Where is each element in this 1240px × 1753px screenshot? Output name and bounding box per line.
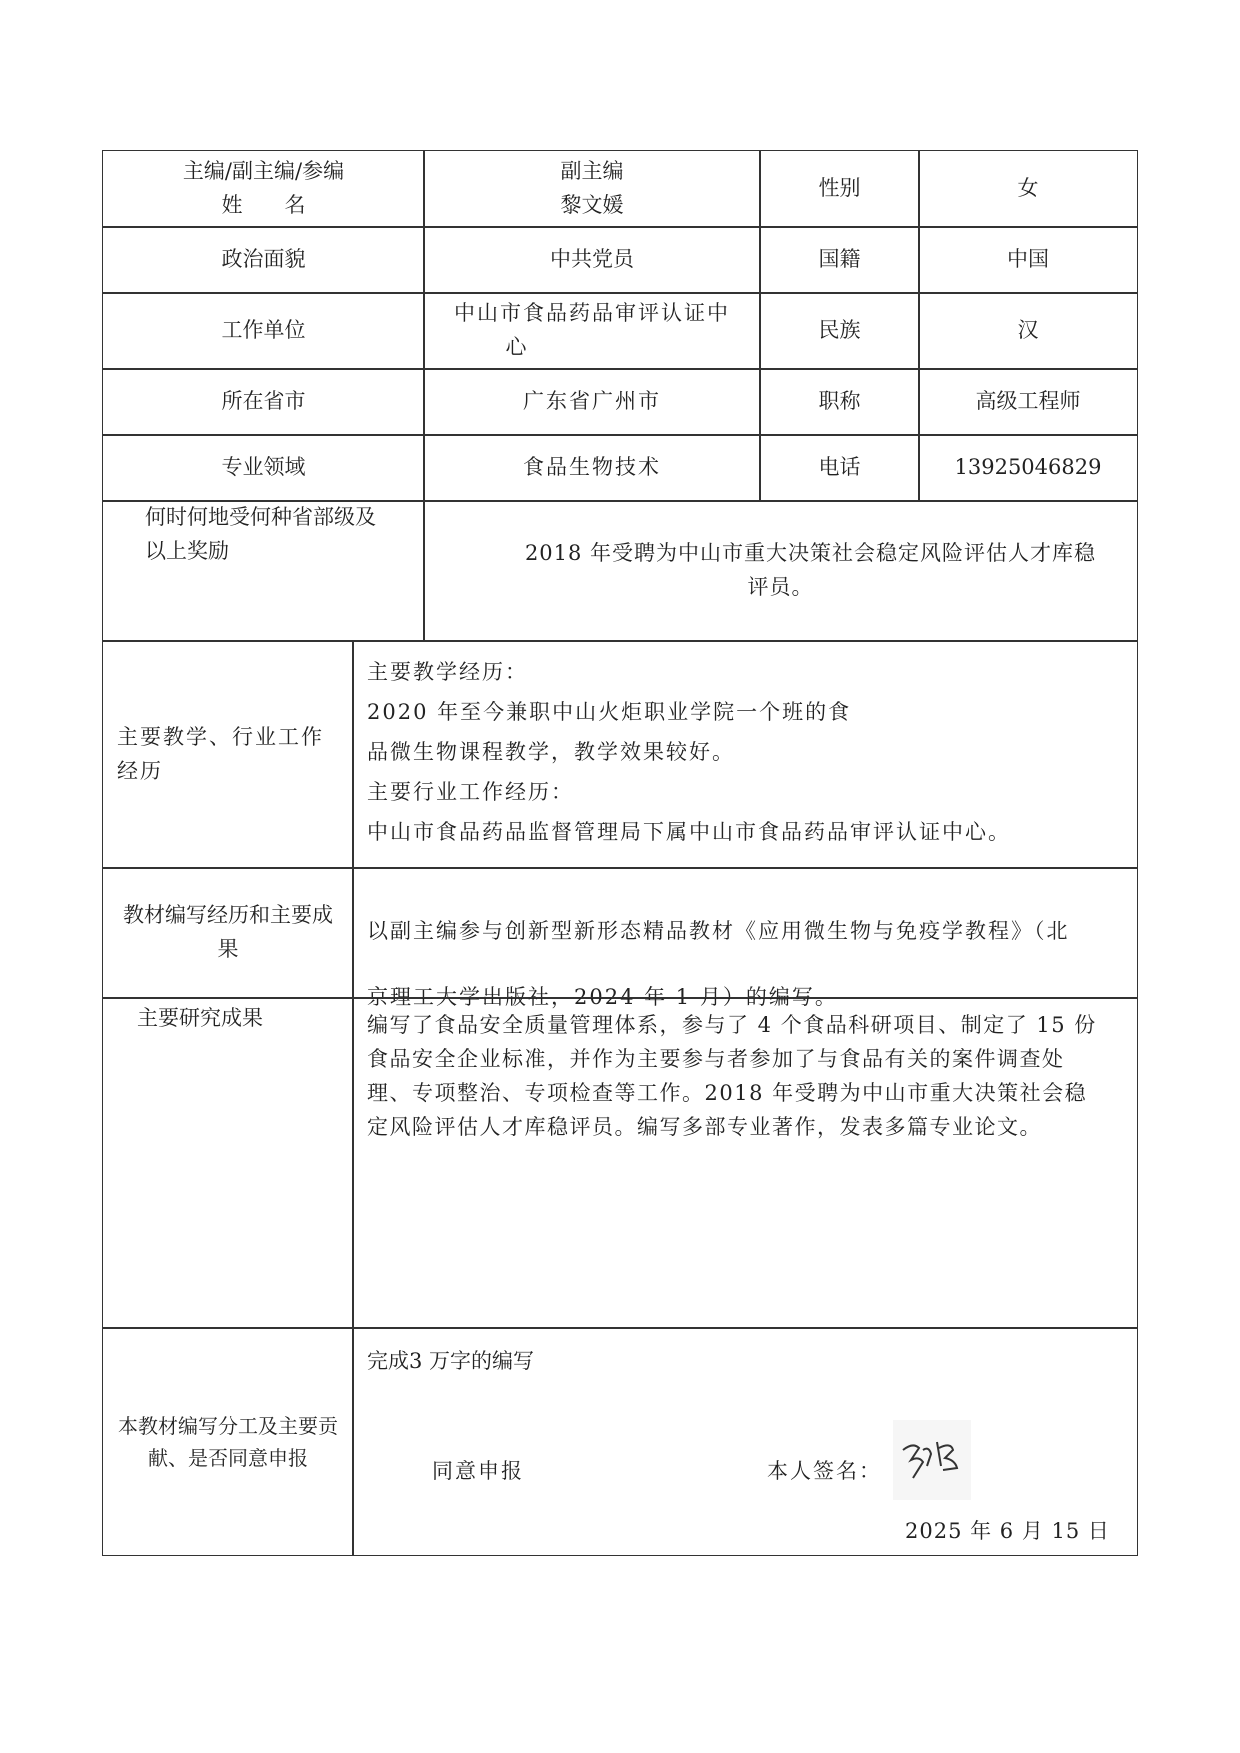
- politics-value: 中共党员: [423, 226, 761, 294]
- gender-label: 性别: [759, 150, 920, 228]
- employer-line1: 中山市食品药品审评认证中: [454, 301, 730, 326]
- phone-label: 电话: [759, 434, 920, 502]
- signature-image: [893, 1420, 971, 1500]
- research-line: 编写了食品安全质量管理体系，参与了 4 个食品科研项目、制定了 15 份: [367, 1013, 1097, 1037]
- role-value: 副主编: [560, 159, 624, 184]
- experience-line: 2020 年至今兼职中山火炬职业学院一个班的食: [367, 700, 852, 724]
- politics-label: 政治面貌: [102, 226, 425, 294]
- contribution-text: 完成3 万字的编写: [367, 1349, 535, 1373]
- research-text: [367, 1008, 1097, 1144]
- agree-text: 同意申报: [432, 1459, 524, 1483]
- field-label: 专业领域: [102, 434, 425, 502]
- experience-line: 品微生物课程教学，教学效果较好。: [367, 740, 735, 764]
- contribution-label-cell: [102, 1327, 354, 1556]
- name-label-cell: [102, 150, 425, 228]
- ethnicity-label: 民族: [759, 292, 920, 370]
- signing-date: 2025 年 6 月 15 日: [905, 1519, 1110, 1543]
- experience-line: 主要教学经历：: [367, 660, 528, 684]
- textbook-label-cell: [102, 867, 354, 999]
- name-label-line1: 主编/副主编/参编: [182, 159, 345, 184]
- experience-line: 中山市食品药品监督管理局下属中山市食品药品审评认证中心。: [367, 820, 1011, 844]
- research-line: 理、专项整治、专项检查等工作。2018 年受聘为中山市重大决策社会稳: [367, 1081, 1088, 1105]
- signature-label: 本人签名：: [767, 1459, 882, 1483]
- nationality-value: 中国: [918, 226, 1138, 294]
- experience-line: 主要行业工作经历：: [367, 780, 574, 804]
- gender-value: 女: [918, 150, 1138, 228]
- title-value: 高级工程师: [918, 368, 1138, 436]
- awards-text-line2: 评员。: [747, 575, 814, 599]
- research-label: 主要研究成果: [102, 997, 354, 1329]
- phone-value: 13925046829: [918, 434, 1138, 502]
- field-value: 食品生物技术: [423, 434, 761, 502]
- city-value: 广东省广州市: [423, 368, 761, 436]
- city-label: 所在省市: [102, 368, 425, 436]
- employer-value-cell: [423, 292, 761, 370]
- textbook-label-line1: 教材编写经历和主要成: [123, 903, 333, 928]
- awards-label-line1: 何时何地受何种省部级及: [145, 505, 376, 529]
- ethnicity-value: 汉: [918, 292, 1138, 370]
- experience-label-cell: [102, 640, 354, 869]
- experience-label-line1: 主要教学、行业工作: [117, 724, 324, 749]
- contribution-label-line1: 本教材编写分工及主要贡: [118, 1413, 338, 1438]
- awards-label-line2: 以上奖励: [145, 538, 229, 563]
- name-value: 黎文媛: [560, 193, 624, 217]
- textbook-line1: 以副主编参与创新型新形态精品教材《应用微生物与免疫学教程》（北: [367, 919, 1070, 943]
- employer-line2: 心: [505, 335, 529, 359]
- experience-text: [367, 652, 1011, 852]
- awards-label-cell: [102, 500, 425, 642]
- handwritten-signature-icon: [893, 1420, 971, 1500]
- employer-label: 工作单位: [102, 292, 425, 370]
- textbook-label-line2: 果: [217, 937, 239, 961]
- awards-value-cell: [423, 500, 1138, 642]
- research-line: 定风险评估人才库稳评员。编写多部专业著作，发表多篇专业论文。: [367, 1115, 1042, 1139]
- nationality-label: 国籍: [759, 226, 920, 294]
- contribution-label-line2: 献、是否同意申报: [148, 1445, 308, 1470]
- textbook-line2: 京理工大学出版社，2024 年 1 月）的编写。: [367, 985, 838, 1009]
- research-line: 食品安全企业标准，并作为主要参与者参加了与食品有关的案件调查处: [367, 1047, 1065, 1071]
- title-label: 职称: [759, 368, 920, 436]
- awards-text-line1: 2018 年受聘为中山市重大决策社会稳定风险评估人才库稳: [524, 541, 1097, 566]
- experience-label-line2: 经历: [117, 758, 163, 783]
- name-value-cell: [423, 150, 761, 228]
- name-label-line2: 姓 名: [221, 193, 306, 217]
